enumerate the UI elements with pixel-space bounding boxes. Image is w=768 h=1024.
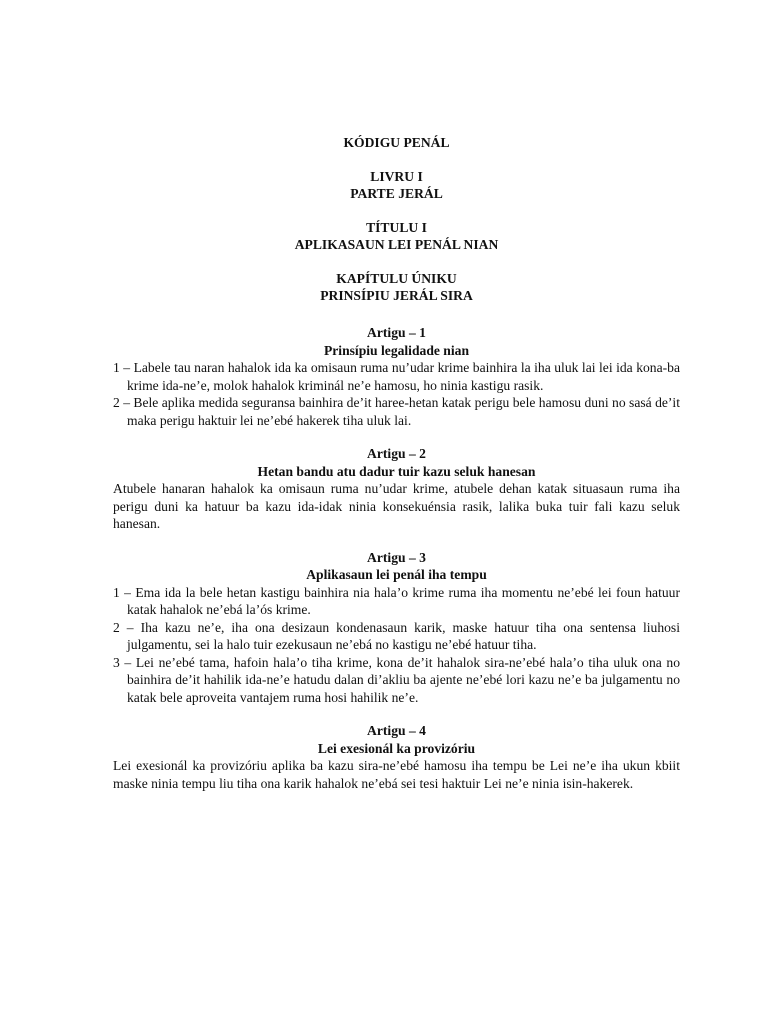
- article-text: Lei exesionál ka provizóriu aplika ba kazu sira-ne’ebé hamosu iha tempu be Lei ne’e iha ukun kbiit maske ninia tempu liu tiha ona karik hahalok ne’ebá sei tesi haktuir Lei ne’e ninia isin-hakerek.: [113, 758, 680, 791]
- article-item: 1 – Labele tau naran hahalok ida ka omisaun ruma nu’udar krime bainhira la iha uluk lai lei ida kona-ba krime ida-ne’e, molok hahalok kriminál ne’e hamosu, ho ninia kastigu rasik.: [113, 360, 680, 393]
- article-item: 3 – Lei ne’ebé tama, hafoin hala’o tiha krime, kona de’it hahalok sira-ne’ebé hala’o tiha uluk ona no bainhira de’it hahilik ida-ne’e hatudu dalan di’akliu ba ajente ne’ebé lori kazu ne’e ba julgamentu no katak bele aproveita vantajem ruma hosi hahilik ne’e.: [113, 654, 680, 705]
- article-item: 2 – Iha kazu ne’e, iha ona desizaun kondenasaun karik, maske hatuur tiha ona sentensa liuhosi julgamentu, sei la halo tuir ezekusaun ne’ebá no kastigu ne’ebé hatuur tiha.: [113, 619, 680, 652]
- article-2: [113, 445, 680, 533]
- document-page: [113, 134, 680, 792]
- chapter-name-heading: PRINSÍPIU JERÁL SIRA: [320, 288, 473, 303]
- article-title: Prinsípiu legalidade nian: [323, 342, 470, 358]
- article-4: [113, 722, 680, 792]
- article-number: Artigu – 1: [367, 325, 426, 340]
- article-item: 1 – Ema ida la bele hetan kastigu bainhira nia hala’o krime ruma iha momentu ne’ebé lei foun hatuur katak hahalok ne’ebá la’ós krime.: [113, 584, 680, 617]
- code-heading: KÓDIGU PENÁL: [343, 135, 450, 150]
- chapter-heading: KAPÍTULU ÚNIKU: [336, 271, 457, 286]
- article-1: [113, 324, 680, 429]
- article-title: Hetan bandu atu dadur tuir kazu seluk hanesan: [257, 463, 536, 479]
- article-text: Atubele hanaran hahalok ka omisaun ruma nu’udar krime, atubele dehan katak situasaun ruma iha perigu duni ka hatuur ba kazu ida-idak ninia konsekuénsia rasik, lalika buka tuir fali kazu seluk hanesan.: [113, 481, 680, 531]
- article-title: Aplikasaun lei penál iha tempu: [306, 567, 487, 582]
- title-heading: TÍTULU I: [366, 220, 427, 235]
- title-name-heading: APLIKASAUN LEI PENÁL NIAN: [294, 237, 499, 252]
- book-heading: LIVRU I: [370, 169, 423, 184]
- article-item: 2 – Bele aplika medida seguransa bainhira de’it haree-hetan katak perigu bele hamosu duni no sasá de’it maka perigu haktuir lei ne’ebé hakerek tiha uluk lai.: [113, 395, 680, 428]
- article-3: [113, 549, 680, 707]
- article-number: Artigu – 3: [367, 549, 426, 565]
- article-number: Artigu – 2: [367, 446, 426, 461]
- article-number: Artigu – 4: [367, 723, 426, 738]
- article-title: Lei exesionál ka provizóriu: [317, 740, 476, 756]
- part-heading: PARTE JERÁL: [350, 186, 443, 201]
